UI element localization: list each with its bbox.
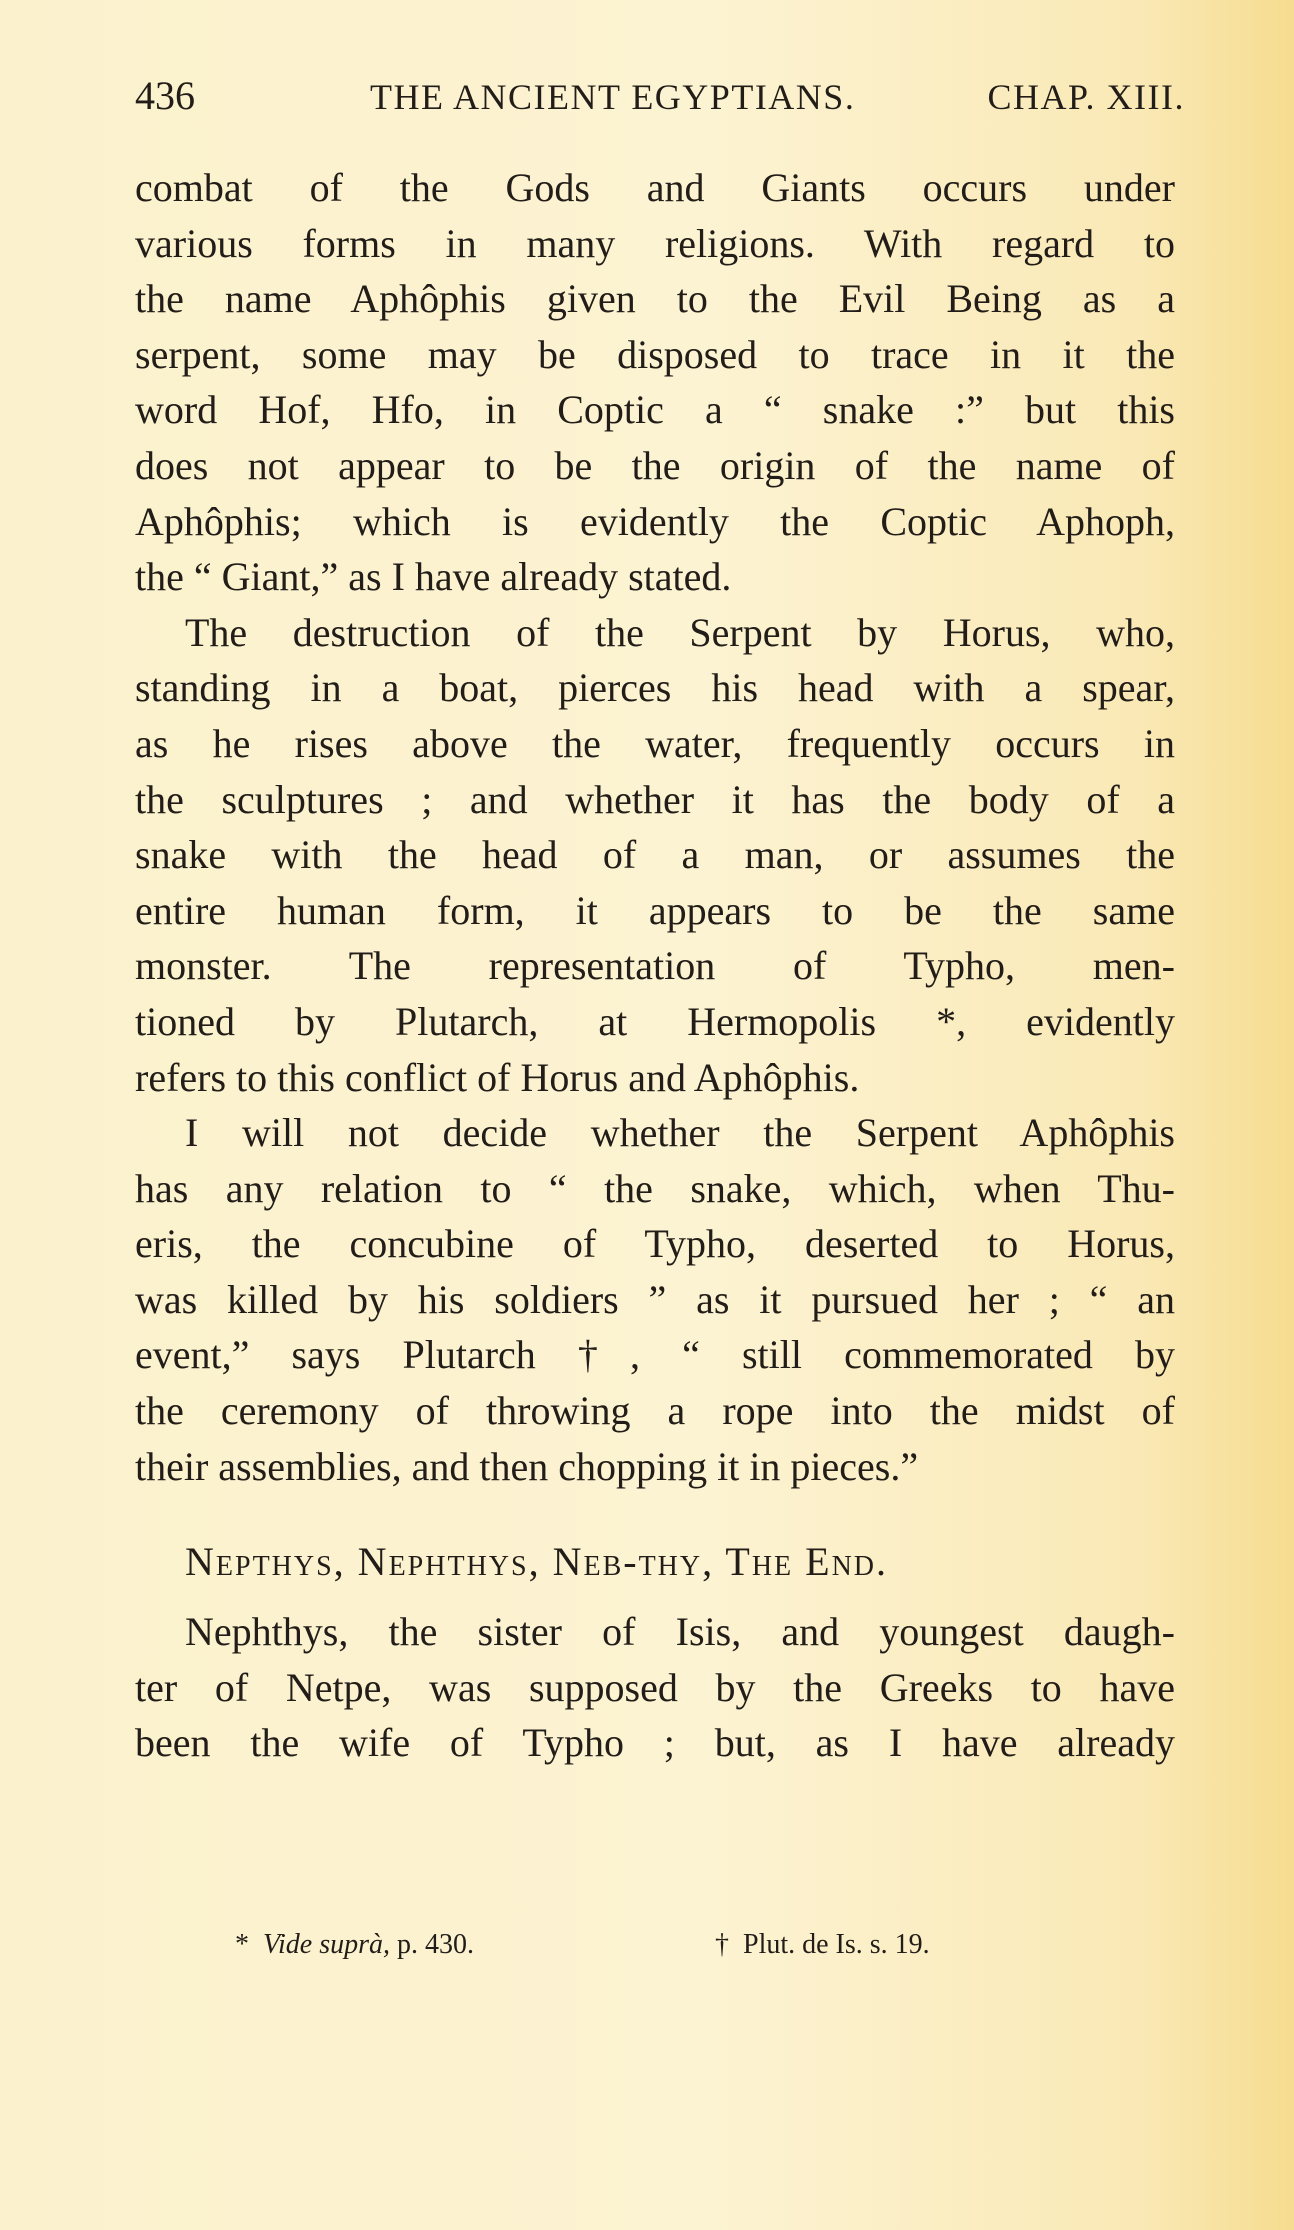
text-line: snake with the head of a man, or assumes the — [135, 832, 1175, 878]
text-line: various forms in many religions. With regard to — [135, 220, 1175, 266]
text-line: event,” says Plutarch †, “ still commemorated by — [135, 1332, 1175, 1378]
text-line: the ceremony of throwing a rope into the midst of — [135, 1388, 1175, 1434]
footnote — [715, 1928, 930, 1962]
footnote-reference: Vide suprà, — [263, 1929, 391, 1960]
text-line: ter of Netpe, was supposed by the Greeks to have — [135, 1664, 1175, 1710]
text-line: has any relation to “ the snake, which, when Thu- — [135, 1165, 1175, 1211]
body-text — [135, 160, 1175, 1771]
text-line: eris, the concubine of Typho, deserted to Horus, — [135, 1221, 1175, 1267]
text-line: their assemblies, and then chopping it in pieces.” — [135, 1443, 919, 1489]
text-line: the “ Giant,” as I have already stated. — [135, 554, 732, 600]
running-header — [135, 72, 1185, 122]
footnote-marker: * — [235, 1929, 249, 1960]
footnote-text: p. 430. — [390, 1929, 475, 1960]
text-line: Nephthys, the sister of Isis, and youngest daugh- — [185, 1609, 1175, 1655]
text-line: tioned by Plutarch, at Hermopolis *, evidently — [135, 998, 1175, 1044]
text-line: been the wife of Typho ; but, as I have already — [135, 1720, 1175, 1766]
running-title: THE ANCIENT EGYPTIANS. — [370, 77, 856, 117]
text-line: the sculptures ; and whether it has the body of a — [135, 776, 1175, 822]
section-heading: Nepthys, Nephthys, Neb-thy, The End. — [185, 1539, 889, 1585]
text-line: does not appear to be the origin of the name of — [135, 442, 1175, 488]
text-line: word Hof, Hfo, in Coptic a “ snake :” but this — [135, 387, 1175, 433]
text-line: was killed by his soldiers ” as it pursued her ; “ an — [135, 1276, 1175, 1322]
text-line: the name Aphôphis given to the Evil Being as a — [135, 276, 1175, 322]
text-line: The destruction of the Serpent by Horus, who, — [185, 609, 1175, 655]
footnote-marker: † — [715, 1929, 729, 1960]
text-line: as he rises above the water, frequently occurs in — [135, 720, 1175, 766]
text-line: Aphôphis; which is evidently the Coptic Aphoph, — [135, 498, 1175, 544]
page-number: 436 — [135, 73, 195, 118]
section-gap — [135, 1494, 1175, 1534]
text-line: entire human form, it appears to be the same — [135, 887, 1175, 933]
text-line: serpent, some may be disposed to trace in it the — [135, 331, 1175, 377]
text-line: refers to this conflict of Horus and Aphôphis. — [135, 1054, 860, 1100]
footnote — [235, 1928, 474, 1962]
text-line: combat of the Gods and Giants occurs under — [135, 165, 1175, 210]
text-line: monster. The representation of Typho, men- — [135, 943, 1175, 989]
text-line: I will not decide whether the Serpent Aphôphis — [185, 1110, 1175, 1156]
footnote-text: Plut. de Is. s. 19. — [743, 1929, 930, 1960]
chapter-label: CHAP. XIII. — [987, 77, 1185, 117]
text-line: standing in a boat, pierces his head with a spear, — [135, 665, 1175, 711]
